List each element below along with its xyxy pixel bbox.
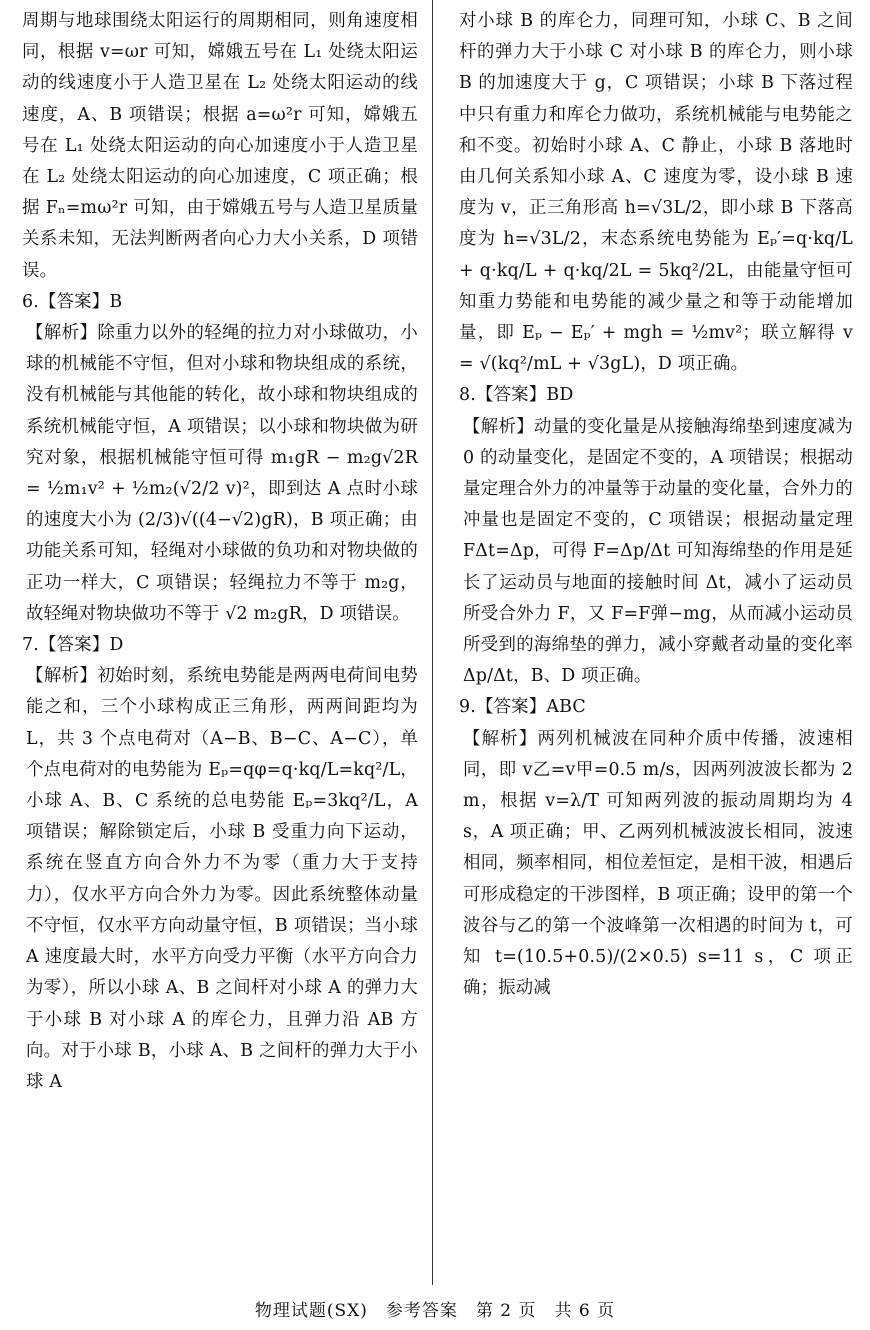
page-footer: 物理试题(SX) 参考答案 第 2 页 共 6 页 <box>254 1301 616 1321</box>
q8-explanation: 【解析】动量的变化量是从接触海绵垫到速度减为 0 的动量变化，是固定不变的，A 项错误；根据动量定理合外力的冲量等于动量的变化量，合外力的冲量也是固定不变的，C 项错误；根据动量定理 FΔt=Δp，可得 F=Δp/Δt 可知海绵垫的作用是延长了运动员与地面的接触时间 Δt，减小了运动员所受合外力 F，又 F=F弹−mg，从而减小运动员所受到的海绵垫的弹力，减小穿戴者动量的变化率 Δp/Δt，B、D 项正确。 <box>463 416 853 687</box>
q6-answer: 6.【答案】B <box>22 291 123 312</box>
left-column <box>22 6 418 1098</box>
q7-continuation: 对小球 B 的库仑力，同理可知，小球 C、B 之间杆的弹力大于小球 C 对小球 B 的库仑力，则小球 B 的加速度大于 g，C 项错误；小球 B 下落过程中只有重力和库仑力做功，系统机械能与电势能之和不变。初始时小球 A、C 静止，小球 B 落地时由几何关系知小球 A、C 速度为零，设小球 B 速度为 v，正三角形高 h=√3L/2，即小球 B 下落高度为 h=√3L/2，末态系统电势能为 Eₚ′=q·kq/L + q·kq/L + q·kq/2L = 5kq²/2L，由能量守恒可知重力势能和电势能的减少量之和等于动能增加量，即 Eₚ − Eₚ′ + mgh = ½mv²；联立解得 v = √(kq²/mL + √3gL)，D 项正确。 <box>459 11 853 375</box>
q8-answer: 8.【答案】BD <box>459 385 574 406</box>
q9-answer: 9.【答案】ABC <box>459 697 586 718</box>
q9-explanation: 【解析】两列机械波在同种介质中传播，波速相同，即 v乙=v甲=0.5 m/s，因两列波波长都为 2 m，根据 v=λ/T 可知两列波的振动周期均为 4 s，A 项正确；甲、乙两列机械波波长相同，波速相同，频率相同，相位差恒定，是相干波，相遇后可形成稳定的干涉图样，B 项正确；设甲的第一个波谷与乙的第一个波峰第一次相遇的时间为 t，可知 t=(10.5+0.5)/(2×0.5) s=11 s，C 项正确；振动减 <box>463 728 853 999</box>
q7-explanation: 【解析】初始时刻，系统电势能是两两电荷间电势能之和，三个小球构成正三角形，两两间距均为 L，共 3 个点电荷对（A−B、B−C、A−C），单个点电荷对的电势能为 Eₚ=qφ=q·kq/L=kq²/L，小球 A、B、C 系统的总电势能 Eₚ=3kq²/L，A 项错误；解除锁定后，小球 B 受重力向下运动，系统在竖直方向合外力不为零（重力大于支持力），仅水平方向合外力为零。因此系统整体动量不守恒，仅水平方向动量守恒，B 项错误；当小球 A 速度最大时，水平方向受力平衡（水平方向合力为零），所以小球 A、B 之间杆对小球 A 的弹力大于小球 B 对小球 A 的库仑力，且弹力沿 AB 方向。对于小球 B，小球 A、B 之间杆的弹力大于小球 A <box>26 666 418 1092</box>
q5-continuation: 周期与地球围绕太阳运行的周期相同，则角速度相同，根据 v=ωr 可知，嫦娥五号在 L₁ 处绕太阳运动的线速度小于人造卫星在 L₂ 处绕太阳运动的线速度，A、B 项错误；根据 a=ω²r 可知，嫦娥五号在 L₁ 处绕太阳运动的向心加速度小于人造卫星在 L₂ 处绕太阳运动的向心加速度，C 项正确；根据 Fₙ=mω²r 可知，由于嫦娥五号与人造卫星质量关系未知，无法判断两者向心力大小关系，D 项错误。 <box>22 11 418 281</box>
q7-answer: 7.【答案】D <box>22 635 124 656</box>
right-column <box>459 6 853 1005</box>
q6-explanation: 【解析】除重力以外的轻绳的拉力对小球做功，小球的机械能不守恒，但对小球和物块组成的系统，没有机械能与其他能的转化，故小球和物块组成的系统机械能守恒，A 项错误；以小球和物块做为研究对象，根据机械能守恒可得 m₁gR − m₂g√2R = ½m₁v² + ½m₂(√2/2 v)²，即到达 A 点时小球的速度大小为 (2/3)√((4−√2)gR)，B 项正确；由功能关系可知，轻绳对小球做的负功和对物块做的正功一样大，C 项错误；轻绳拉力不等于 m₂g，故轻绳对物块做功不等于 √2 m₂gR，D 项错误。 <box>26 323 418 624</box>
column-divider <box>432 0 433 1285</box>
